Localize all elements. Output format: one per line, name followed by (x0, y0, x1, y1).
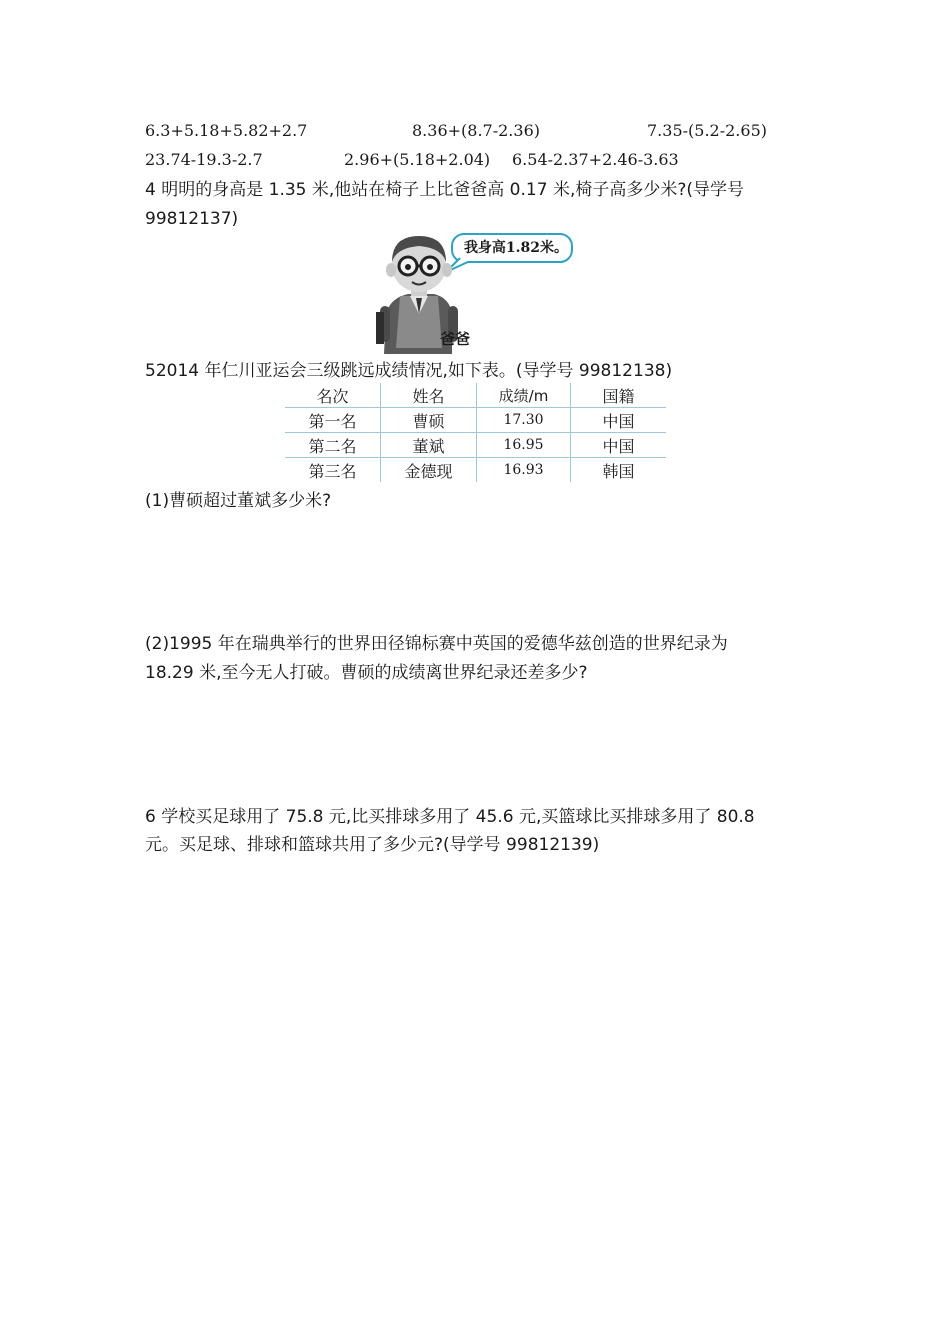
table-cell: 金德现 (381, 458, 477, 483)
table-header-row (285, 383, 666, 408)
table-cell: 韩国 (571, 458, 667, 483)
table-cell: 第三名 (308, 461, 357, 481)
question-6-text: 6 学校买足球用了 75.8 元,比买排球多用了 45.6 元,买篮球比买排球多用了 80.8 (145, 807, 755, 827)
question-5-part-1: (1)曹硕超过董斌多少米? (145, 491, 332, 511)
speech-bubble-text: 我身高1.82米。 (463, 240, 569, 256)
expression-5: 2.96+(5.18+2.04) (344, 150, 491, 169)
table-cell: 中国 (571, 433, 667, 458)
results-table (285, 383, 666, 482)
table-row (285, 458, 666, 483)
table-cell: 16.95 (477, 433, 571, 458)
expression-3: 7.35-(5.2-2.65) (647, 121, 767, 140)
table-cell: 16.93 (477, 458, 571, 483)
table-cell: 曹硕 (381, 408, 477, 433)
question-6-text-cont: 元。买足球、排球和篮球共用了多少元?(导学号 99812139) (145, 835, 600, 855)
dad-illustration (372, 228, 582, 354)
table-header: 成绩/m (477, 383, 571, 408)
expression-6: 6.54-2.37+2.46-3.63 (512, 150, 679, 169)
table-row (285, 433, 666, 458)
table-cell: 17.30 (477, 408, 571, 433)
dad-caption: 爸爸 (440, 330, 471, 348)
table-cell: 董斌 (381, 433, 477, 458)
question-5-part-2: (2)1995 年在瑞典举行的世界田径锦标赛中英国的爱德华兹创造的世界纪录为 (145, 634, 728, 654)
expression-2: 8.36+(8.7-2.36) (412, 121, 540, 140)
table-row (285, 408, 666, 433)
table-header: 国籍 (571, 383, 667, 408)
question-4-text-cont: 99812137) (145, 209, 239, 229)
table-cell: 第一名 (285, 408, 381, 433)
table-cell: 中国 (571, 408, 667, 433)
expression-1: 6.3+5.18+5.82+2.7 (145, 121, 308, 140)
expression-4: 23.74-19.3-2.7 (145, 150, 263, 169)
table-cell: 第二名 (285, 433, 381, 458)
table-header: 名次 (285, 383, 381, 408)
table-header: 姓名 (381, 383, 477, 408)
question-5-part-2-cont: 18.29 米,至今无人打破。曹硕的成绩离世界纪录还差多少? (145, 663, 588, 683)
question-4-text: 4 明明的身高是 1.35 米,他站在椅子上比爸爸高 0.17 米,椅子高多少米?(导学号 (145, 180, 744, 200)
question-5-intro: 52014 年仁川亚运会三级跳远成绩情况,如下表。(导学号 99812138) (145, 361, 673, 381)
